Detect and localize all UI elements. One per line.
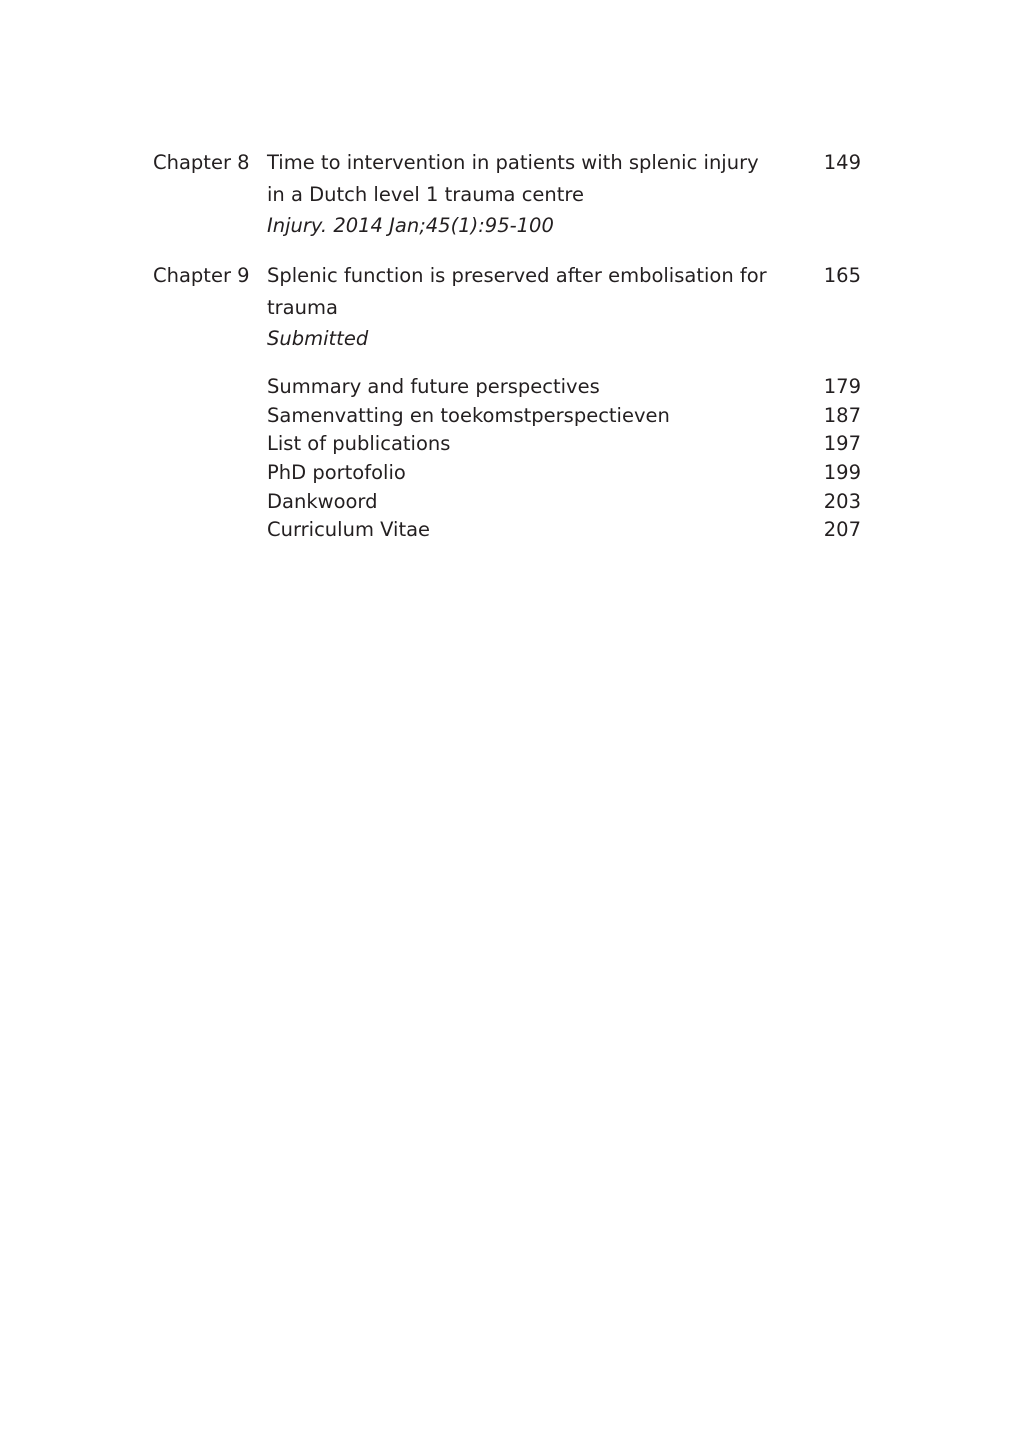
page-number: 199 [823,461,861,485]
toc-entry-chapter-8 [153,147,861,242]
chapter-title: Splenic function is preserved after embolisation for trauma [267,264,767,319]
chapter-citation: Submitted [267,327,369,350]
entry-title: Samenvatting en toekomstperspectieven [267,403,670,427]
table-of-contents [153,147,861,545]
page-number: 179 [823,375,861,398]
entry-title: Curriculum Vitae [267,518,431,542]
chapter-body [267,260,821,355]
page-number: 149 [823,151,861,174]
toc-entry-samenvatting [153,402,861,431]
page-number: 203 [823,489,861,513]
toc-entry-summary [153,373,861,402]
entry-title: List of publications [267,432,451,456]
chapter-body [267,147,821,242]
toc-entry-publications [153,430,861,459]
entry-title: PhD portofolio [267,461,406,485]
toc-entry-chapter-9 [153,260,861,355]
entry-title: Dankwoord [267,489,378,513]
entry-title: Summary and future perspectives [267,375,600,398]
backmatter-list [153,373,861,545]
toc-entry-curriculum-vitae [153,516,861,545]
chapter-label: Chapter 8 [153,151,250,174]
chapter-citation: Injury. 2014 Jan;45(1):95-100 [267,214,554,237]
chapter-label: Chapter 9 [153,264,250,287]
toc-entry-dankwoord [153,488,861,517]
page-number: 187 [823,403,861,427]
page-number: 165 [823,264,861,287]
toc-entry-phd-portfolio [153,459,861,488]
chapter-title: Time to intervention in patients with splenic injury in a Dutch level 1 trauma centre [267,151,759,206]
page-number: 207 [823,518,861,542]
page-number: 197 [823,432,861,456]
